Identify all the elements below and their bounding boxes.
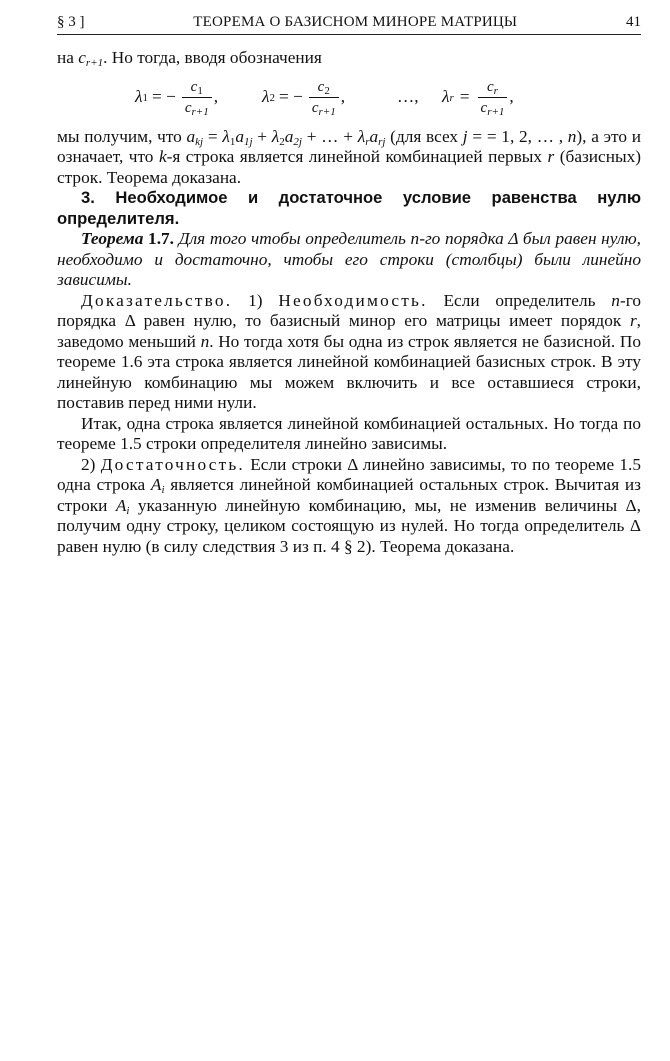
fraction-cr: $\frac{c_r}{c_{r+1}}$ [478,78,508,117]
running-header [57,14,641,35]
proof-sufficiency: 2) Достаточность. Если строки Δ линейно зависимы, то по теореме 1.5 одна строка $A_i$ является линейной комбинацией остальных строк. Вычитая из строки $A_i$ указанную линейную комбинацию, мы, не изменив величины Δ, получим одну строку, целиком состоящую из нулей. Но тогда определитель Δ равен нулю (в силу следствия 3 из п. 4 § 2). Теорема доказана. [57,454,641,556]
section-heading: 3. Необходимое и достаточное условие равенства нулю определителя. [57,188,641,228]
proof-necessity: Доказательство. 1) Необходимость. Если определитель n-го порядка Δ равен нулю, то базисный минор его матрицы имеет порядок r, заведомо меньший n. Но тогда хотя бы одна из строк является не базисной. По теореме 1.6 эта строка является линейной комбинацией базисных строк. В эту линейную комбинацию мы можем включить и все оставшиеся строки, поставив перед ними нули. [57,290,642,412]
theorem-statement: Теорема 1.7. Для того чтобы определитель n-го порядка Δ был равен нулю, необходимо и достаточно, чтобы его строки (столбцы) были линейно зависимы. [57,229,642,289]
header-section: § 3 ] [57,14,85,30]
book-page [57,14,641,557]
lambda-formula: λ 1 = − $\frac{c_1}{c_{r+1}}$ , λ 2 = − $\frac{c_2}{c_{r+1}}$ , …, λ r = $\frac{c_r}{c_{r+1}}$ , [135,79,514,118]
intro-line: на $c_{r+1}$. Но тогда, вводя обозначения [57,48,322,69]
paragraph-conclusion: мы получим, что $a_{kj} = \lambda_1a_{1j} + \lambda_2a_{2j}$ + … + $\lambda_ra_{rj}$ (для всех j = = 1, 2, … , n), а это и означает, что k-я строка является линейной комбинацией первых r (базисных) строк. Теорема доказана. [57,126,641,187]
paragraph-itak: Итак, одна строка является линейной комбинацией остальных. Но тогда по теореме 1.5 строки определителя линейно зависимы. [57,413,641,453]
fraction-c2: $\frac{c_2}{c_{r+1}}$ [309,78,339,117]
page-number: 41 [626,14,641,30]
fraction-c1: $\frac{c_1}{c_{r+1}}$ [182,78,212,117]
header-title: ТЕОРЕМА О БАЗИСНОМ МИНОРЕ МАТРИЦЫ [193,14,518,30]
page-body [57,48,641,557]
